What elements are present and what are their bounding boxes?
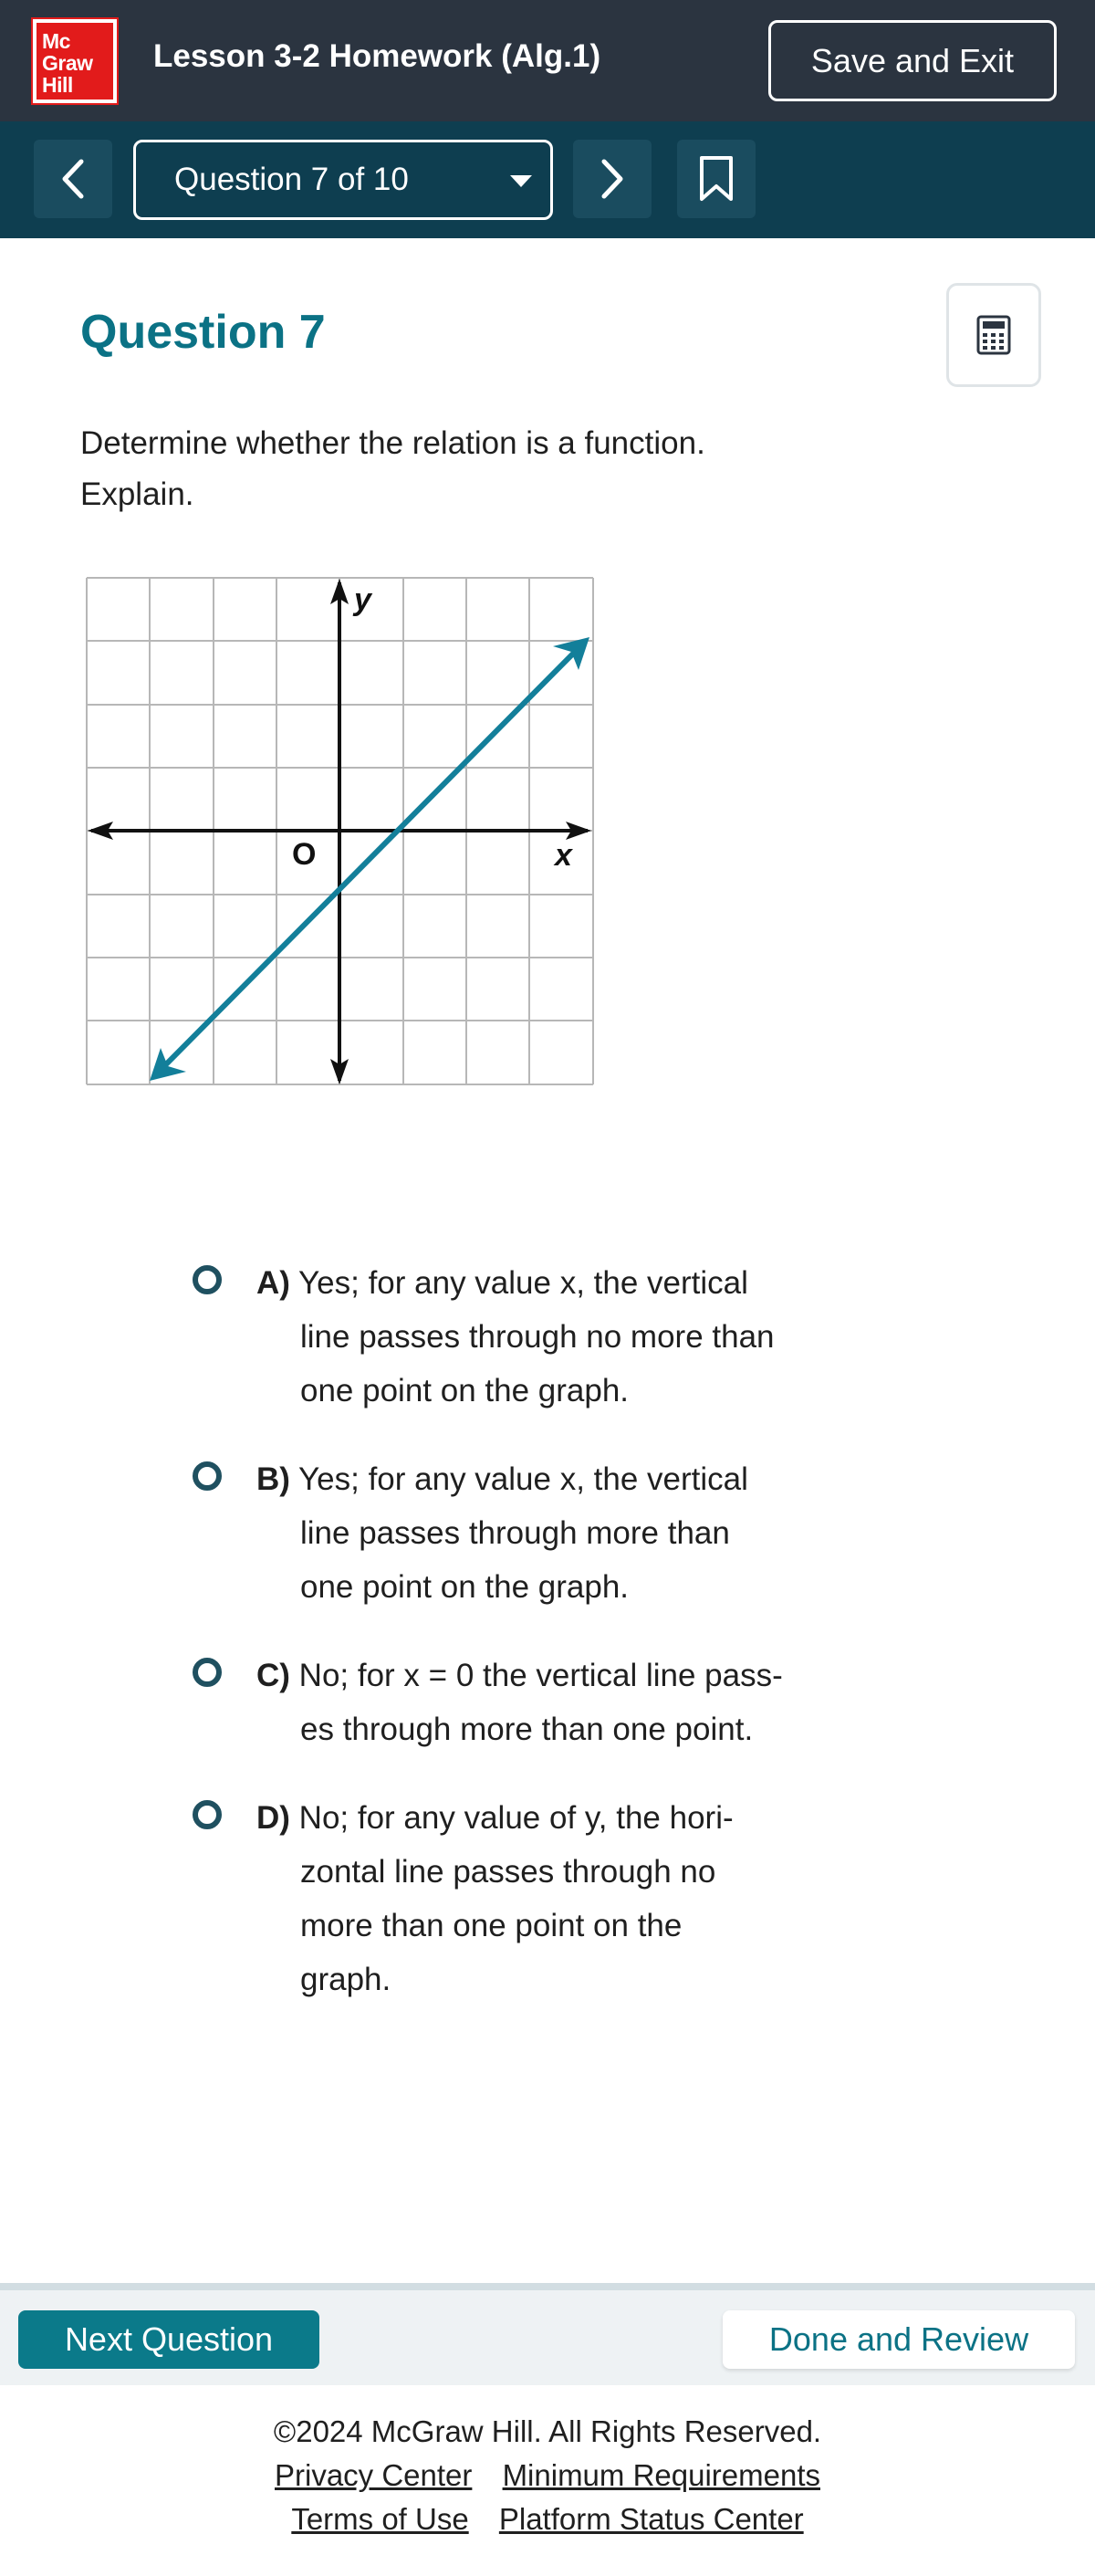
question-heading: Question 7 — [80, 306, 326, 359]
function-line — [150, 637, 589, 1081]
choice-b[interactable] — [187, 1452, 881, 1614]
logo-line-3: Hill — [42, 73, 73, 97]
coordinate-graph — [80, 573, 600, 1090]
choice-text: one point on the graph. — [300, 1569, 630, 1605]
choice-text: one point on the graph. — [300, 1373, 630, 1408]
choice-letter: C) — [256, 1658, 290, 1693]
terms-of-use-link[interactable]: Terms of Use — [291, 2502, 469, 2536]
radio-button[interactable] — [193, 1265, 222, 1294]
choice-letter: B) — [256, 1461, 290, 1497]
prompt-line-2: Explain. — [80, 476, 194, 512]
choice-text: line passes through no more than — [300, 1319, 775, 1355]
calculator-icon — [976, 315, 1011, 355]
mcgraw-hill-logo — [33, 19, 117, 103]
bookmark-button[interactable] — [677, 140, 756, 218]
choice-text: Yes; for any value x, the vertical — [298, 1461, 748, 1497]
page-footer — [0, 2410, 1095, 2541]
minimum-requirements-link[interactable]: Minimum Requirements — [502, 2458, 820, 2492]
question-selector-label: Question 7 of 10 — [174, 162, 409, 197]
choice-text: No; for any value of y, the hori- — [298, 1800, 734, 1836]
bookmark-icon — [698, 155, 735, 203]
caret-down-icon — [510, 175, 532, 187]
prompt-line-1: Determine whether the relation is a function. — [80, 425, 705, 461]
calculator-button[interactable] — [946, 283, 1041, 387]
origin-label: O — [292, 837, 317, 872]
chevron-left-icon — [59, 158, 87, 200]
choice-text: line passes through more than — [300, 1515, 730, 1551]
bottom-action-bar — [0, 2283, 1095, 2385]
y-axis-label: y — [354, 582, 371, 617]
platform-status-center-link[interactable]: Platform Status Center — [498, 2502, 804, 2536]
choice-text: zontal line passes through no — [300, 1854, 716, 1890]
choice-a[interactable] — [187, 1256, 881, 1418]
lesson-title: Lesson 3-2 Homework (Alg.1) — [153, 38, 601, 74]
done-and-review-button[interactable]: Done and Review — [723, 2310, 1075, 2369]
radio-button[interactable] — [193, 1461, 222, 1491]
radio-button[interactable] — [193, 1800, 222, 1829]
privacy-center-link[interactable]: Privacy Center — [274, 2458, 473, 2492]
top-header — [0, 0, 1095, 121]
previous-question-button[interactable] — [34, 140, 112, 218]
logo-line-2: Graw — [42, 51, 93, 75]
answer-choices — [187, 1256, 881, 2041]
next-question-button[interactable]: Next Question — [18, 2310, 319, 2369]
chevron-right-icon — [599, 158, 626, 200]
next-question-arrow[interactable] — [573, 140, 652, 218]
choice-text: Yes; for any value x, the vertical — [298, 1265, 748, 1301]
copyright-text: ©2024 McGraw Hill. All Rights Reserved. — [273, 2414, 822, 2448]
choice-c[interactable] — [187, 1649, 881, 1756]
choice-letter: D) — [256, 1800, 290, 1836]
choice-text: es through more than one point. — [300, 1712, 754, 1747]
choice-text: No; for x = 0 the vertical line pass- — [298, 1658, 783, 1693]
logo-line-1: Mc — [42, 29, 70, 53]
x-axis-label: x — [555, 838, 572, 873]
question-nav-bar — [0, 121, 1095, 238]
choice-text: graph. — [300, 1962, 391, 1997]
choice-d[interactable] — [187, 1791, 881, 2006]
question-selector-dropdown[interactable] — [133, 140, 553, 220]
save-and-exit-button[interactable]: Save and Exit — [768, 20, 1057, 101]
choice-text: more than one point on the — [300, 1908, 683, 1943]
question-prompt — [80, 418, 902, 520]
choice-letter: A) — [256, 1265, 290, 1301]
radio-button[interactable] — [193, 1658, 222, 1687]
